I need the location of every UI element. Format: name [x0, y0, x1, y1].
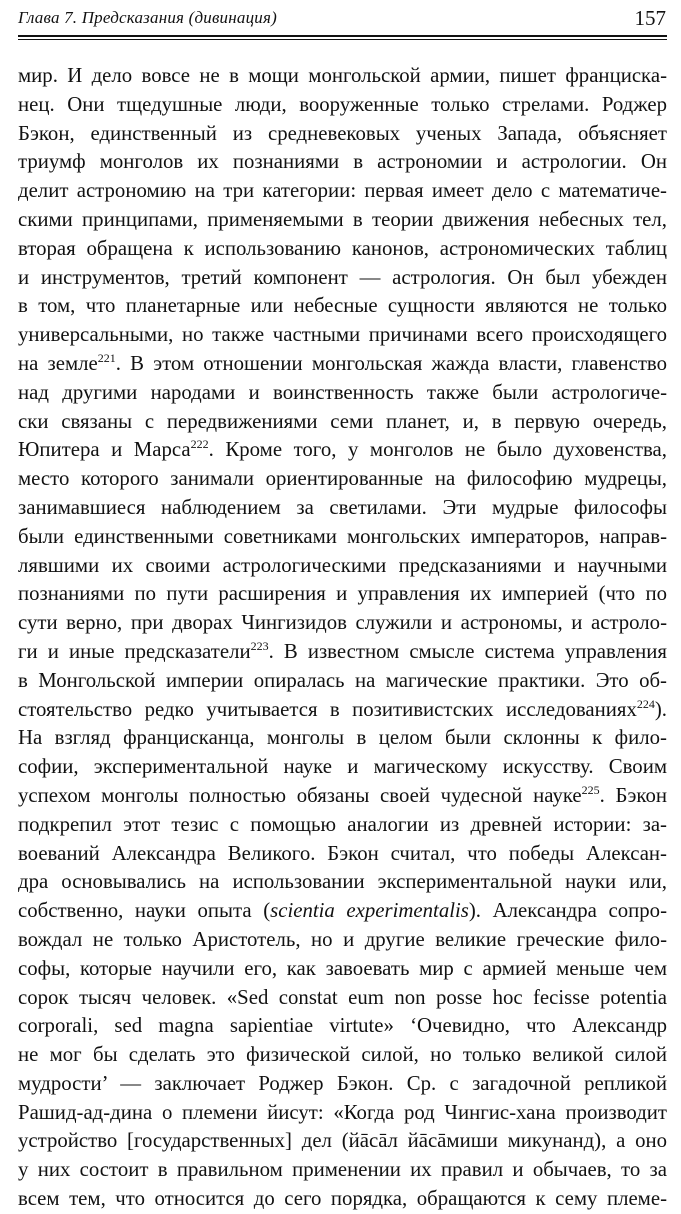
footnote-ref[interactable]: 224 [636, 696, 655, 711]
text-line [18, 955, 667, 984]
text-line-content: были единственными советниками монгольских императоров, направ- [18, 524, 667, 548]
text-line [18, 1127, 667, 1156]
text-line [18, 1099, 667, 1128]
footnote-ref[interactable]: 223 [250, 639, 269, 654]
text-line-content: над другими народами и воинственность также были астрологиче- [18, 380, 667, 404]
text-line [18, 120, 667, 149]
footnote-ref[interactable]: 222 [190, 437, 209, 452]
text-line [18, 206, 667, 235]
text-line [18, 1185, 667, 1214]
text-line [18, 379, 667, 408]
text-line [18, 62, 667, 91]
text-line [18, 552, 667, 581]
text-line [18, 782, 667, 811]
text-line-content: стоятельство редко учитывается в позитивистских исследованиях [18, 697, 637, 721]
text-line-content: мудрости’ — заключает Роджер Бэкон. Ср. с загадочной репликой [18, 1071, 667, 1095]
text-line [18, 868, 667, 897]
text-line [18, 667, 667, 696]
text-line [18, 292, 667, 321]
text-line-content: Бэкон, единственный из средневековых ученых Запада, объясняет [18, 121, 667, 145]
page-number: 157 [634, 6, 666, 30]
text-line [18, 1070, 667, 1099]
text-line [18, 753, 667, 782]
text-line [18, 609, 667, 638]
text-line-content: универсальными, но также частными причинами всего происходящего [18, 323, 667, 347]
text-line-content: познаниями по пути расширения и управления их империей (что по [18, 582, 667, 606]
header-rule-thin [18, 39, 667, 40]
text-line-tail: . Бэкон [599, 783, 667, 807]
text-line-tail: . В известном смысле система управления [268, 639, 667, 663]
text-line-content: На взгляд францисканца, монголы в целом были склонны к фило- [18, 726, 667, 750]
text-line-content: лявшими их своими астрологическими предсказаниями и научными [18, 553, 667, 577]
text-line-content: в том, что планетарные или небесные сущности являются не только [18, 294, 667, 318]
text-line-content: на земле [18, 351, 98, 375]
text-line [18, 1012, 667, 1041]
text-line-content: corporali, sed magna sapientiae virtute» ‘Очевидно, что Александр [18, 1014, 667, 1038]
text-line-content: софы, которые научили его, как завоевать мир с армией меньше чем [18, 956, 667, 980]
header-rule-thick [18, 35, 667, 37]
text-line [18, 696, 667, 725]
text-line-content: вторая обращена к использованию канонов, астрономических таблиц [18, 236, 667, 260]
text-line [18, 638, 667, 667]
text-line [18, 91, 667, 120]
text-line-content: нец. Они тщедушные люди, вооруженные только стрелами. Роджер [18, 92, 667, 116]
text-line-content: дра основывались на использовании экспериментальной науки или, [18, 870, 667, 894]
text-line-content: ги и иные предсказатели [18, 639, 251, 663]
text-line [18, 321, 667, 350]
text-line-content: ски связаны с передвижениями семи планет, и, в первую очередь, [18, 409, 667, 433]
text-line-content: мир. И дело вовсе не в мощи монгольской армии, пишет франциска- [18, 64, 667, 87]
text-line-content: скими принципами, применяемыми в теории движения небесных тел, [18, 207, 667, 231]
text-line [18, 897, 667, 926]
text-line [18, 235, 667, 264]
text-line-content: не мог бы сделать это физической силой, но только великой силой [18, 1043, 667, 1067]
text-line-content: и инструментов, третий компонент — астрология. Он был убежден [18, 265, 667, 289]
text-line [18, 264, 667, 293]
footnote-ref[interactable]: 225 [581, 783, 600, 797]
text-line-content: место которого занимали ориентированные на философию мудрецы, [18, 467, 667, 491]
text-line [18, 494, 667, 523]
text-line [18, 523, 667, 552]
text-line-content: в Монгольской империи опиралась на магические практики. Это об- [18, 668, 667, 692]
text-line-content: сути верно, при дворах Чингизидов служили и астрономы, и астроло- [18, 611, 667, 635]
text-line-tail: ). Александра сопро- [468, 899, 667, 923]
body-paragraph [18, 62, 667, 1214]
text-line [18, 408, 667, 437]
text-line-content: сорок тысяч человек. «Sed constat eum non posse hoc fecisse potentia [18, 985, 667, 1009]
text-line-content: устройство [государственных] дел (йāсāл йāсāмиши микунанд), а оно [18, 1129, 667, 1153]
text-line-content: делит астрономию на три категории: первая имеет дело с математиче- [18, 179, 667, 203]
chapter-title: Глава 7. Предсказания (дивинация) [18, 8, 277, 27]
footnote-ref[interactable]: 221 [97, 351, 116, 366]
text-line [18, 926, 667, 955]
text-line [18, 984, 667, 1013]
text-line-content: Юпитера и Марса [18, 438, 191, 462]
text-line [18, 840, 667, 869]
text-line [18, 1041, 667, 1070]
text-line-content: триумф монголов их познаниями в астрономии и астрологии. Он [18, 150, 667, 174]
text-line [18, 811, 667, 840]
text-line [18, 148, 667, 177]
text-line [18, 1156, 667, 1185]
text-line [18, 177, 667, 206]
text-line-tail: . В этом отношении монгольская жажда власти, главенство [115, 351, 667, 375]
text-line [18, 436, 667, 465]
text-line-content: занимавшиеся наблюдением за светилами. Эти мудрые философы [18, 495, 667, 519]
running-header [18, 6, 666, 32]
text-line [18, 350, 667, 379]
italic-term: scientia experimentalis [270, 899, 469, 923]
text-line-tail: . Кроме того, у монголов не было духовенства, [208, 438, 667, 462]
text-line [18, 724, 667, 753]
text-line-content: подкрепил этот тезис с помощью аналогии из древней истории: за- [18, 812, 667, 836]
text-line-content: воеваний Александра Великого. Бэкон считал, что победы Алексан- [18, 841, 667, 865]
text-line-content: Рашид-ад-дина о племени йисут: «Когда род Чингис-хана производит [18, 1100, 667, 1124]
text-line-content: вождал не только Аристотель, но и другие великие греческие фило- [18, 927, 667, 951]
text-line [18, 465, 667, 494]
text-line-content: всем тем, что относится до сего порядка, обращаются к сему племе- [18, 1187, 667, 1211]
text-line-content: успехом монголы полностью обязаны своей чудесной науке [18, 783, 582, 807]
text-line-tail: ). [654, 697, 667, 721]
text-line-content: у них состоит в правильном применении их правил и обычаев, то за [18, 1158, 667, 1182]
text-line-content: собственно, науки опыта ( [18, 899, 271, 923]
text-line-content: софии, экспериментальной науке и магическому искусству. Своим [18, 755, 667, 779]
text-line [18, 580, 667, 609]
